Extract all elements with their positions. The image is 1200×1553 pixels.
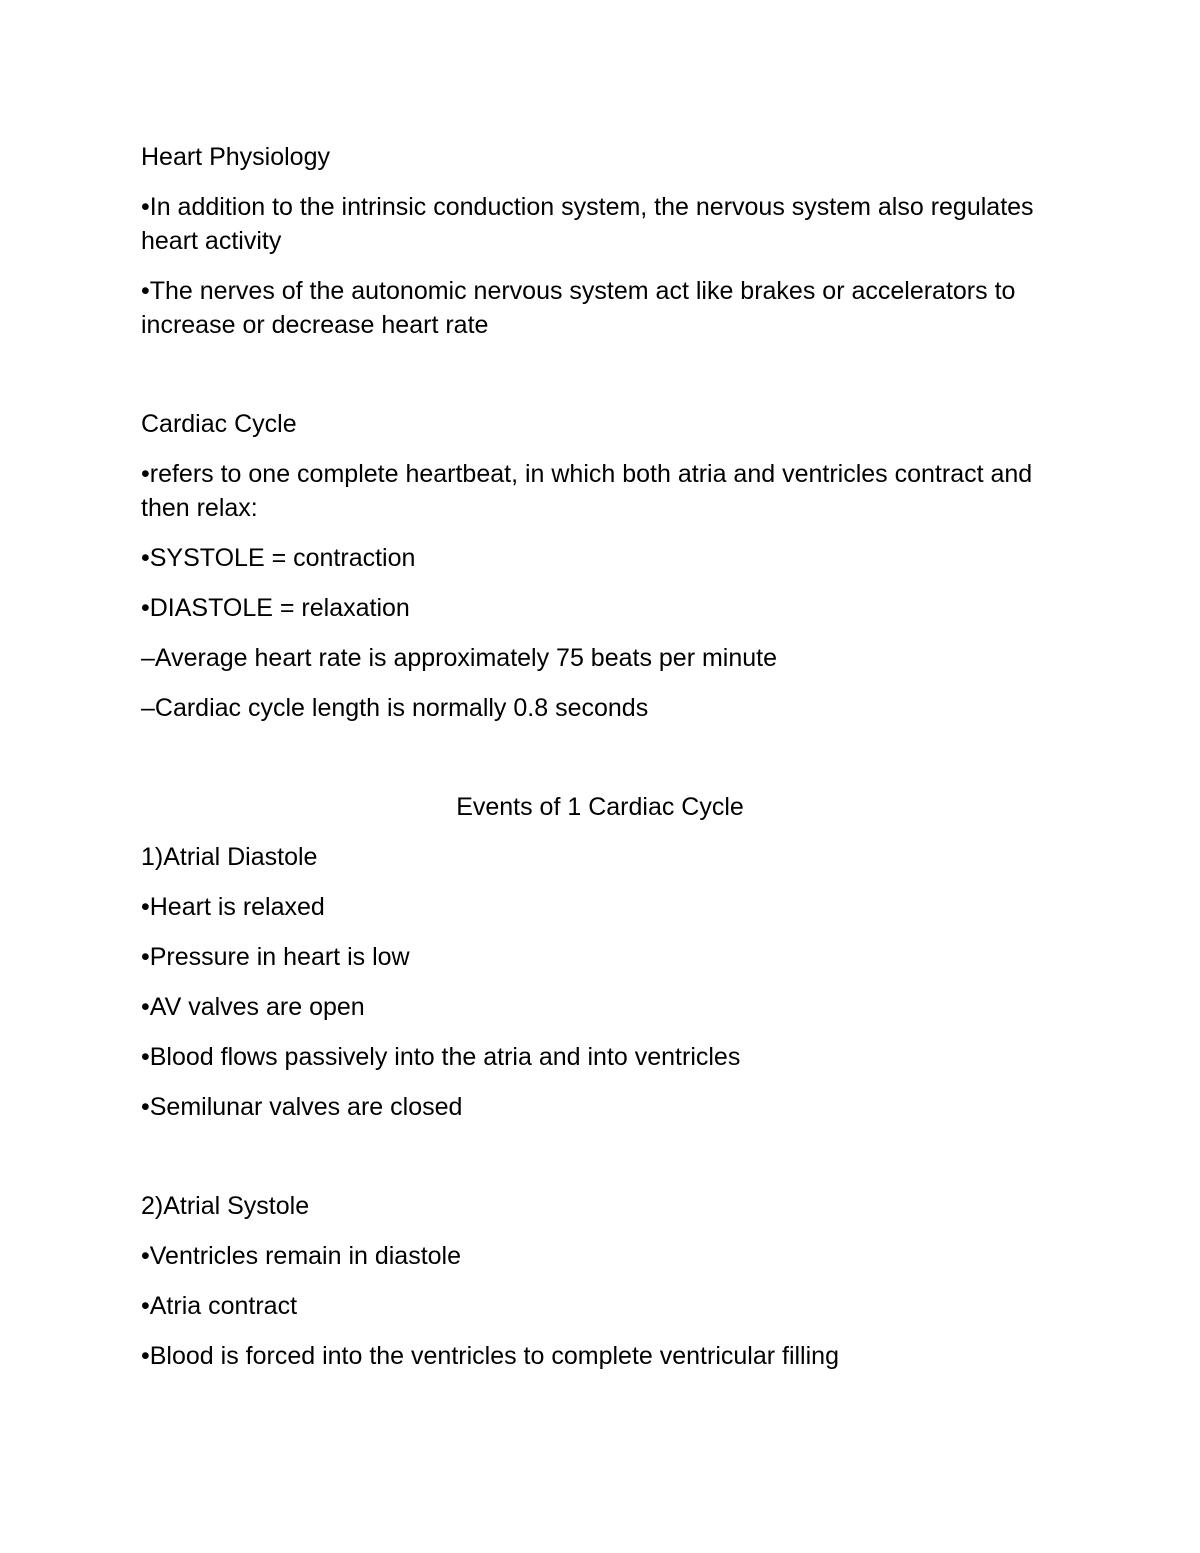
paragraph-line: •Heart is relaxed: [141, 893, 325, 921]
section-spacer: [141, 1140, 1059, 1189]
paragraph-line: •Semilunar valves are closed: [141, 1093, 463, 1121]
section-heading-atrial-systole: 2)Atrial Systole: [141, 1192, 310, 1220]
section-heading-events: Events of 1 Cardiac Cycle: [456, 793, 744, 821]
section-spacer: [141, 358, 1059, 407]
paragraph-line: •Blood is forced into the ventricles to complete ventricular filling: [141, 1342, 839, 1370]
paragraph-line: •AV valves are open: [141, 993, 365, 1021]
paragraph-line: 1)Atrial Diastole: [141, 843, 318, 871]
paragraph-line: •refers to one complete heartbeat, in which both atria and ventricles contract and then relax:: [141, 460, 1033, 522]
paragraph-line: •Ventricles remain in diastole: [141, 1242, 462, 1270]
paragraph-line: –Average heart rate is approximately 75 beats per minute: [141, 644, 778, 672]
section-spacer: [141, 741, 1059, 790]
paragraph-line: •Pressure in heart is low: [141, 943, 410, 971]
section-heading-heart-physiology: Heart Physiology: [141, 143, 330, 171]
paragraph-line: •Blood flows passively into the atria and into ventricles: [141, 1043, 741, 1071]
paragraph-line: •In addition to the intrinsic conduction system, the nervous system also regulates heart activity: [141, 193, 1034, 255]
paragraph-line: •DIASTOLE = relaxation: [141, 594, 410, 622]
paragraph-line: •Atria contract: [141, 1292, 298, 1320]
paragraph-line: –Cardiac cycle length is normally 0.8 seconds: [141, 694, 649, 722]
section-heading-cardiac-cycle: Cardiac Cycle: [141, 410, 297, 438]
paragraph-line: •The nerves of the autonomic nervous system act like brakes or accelerators to increase or decrease heart rate: [141, 277, 1016, 339]
document-body: [141, 140, 1059, 1389]
paragraph-line: •SYSTOLE = contraction: [141, 544, 416, 572]
